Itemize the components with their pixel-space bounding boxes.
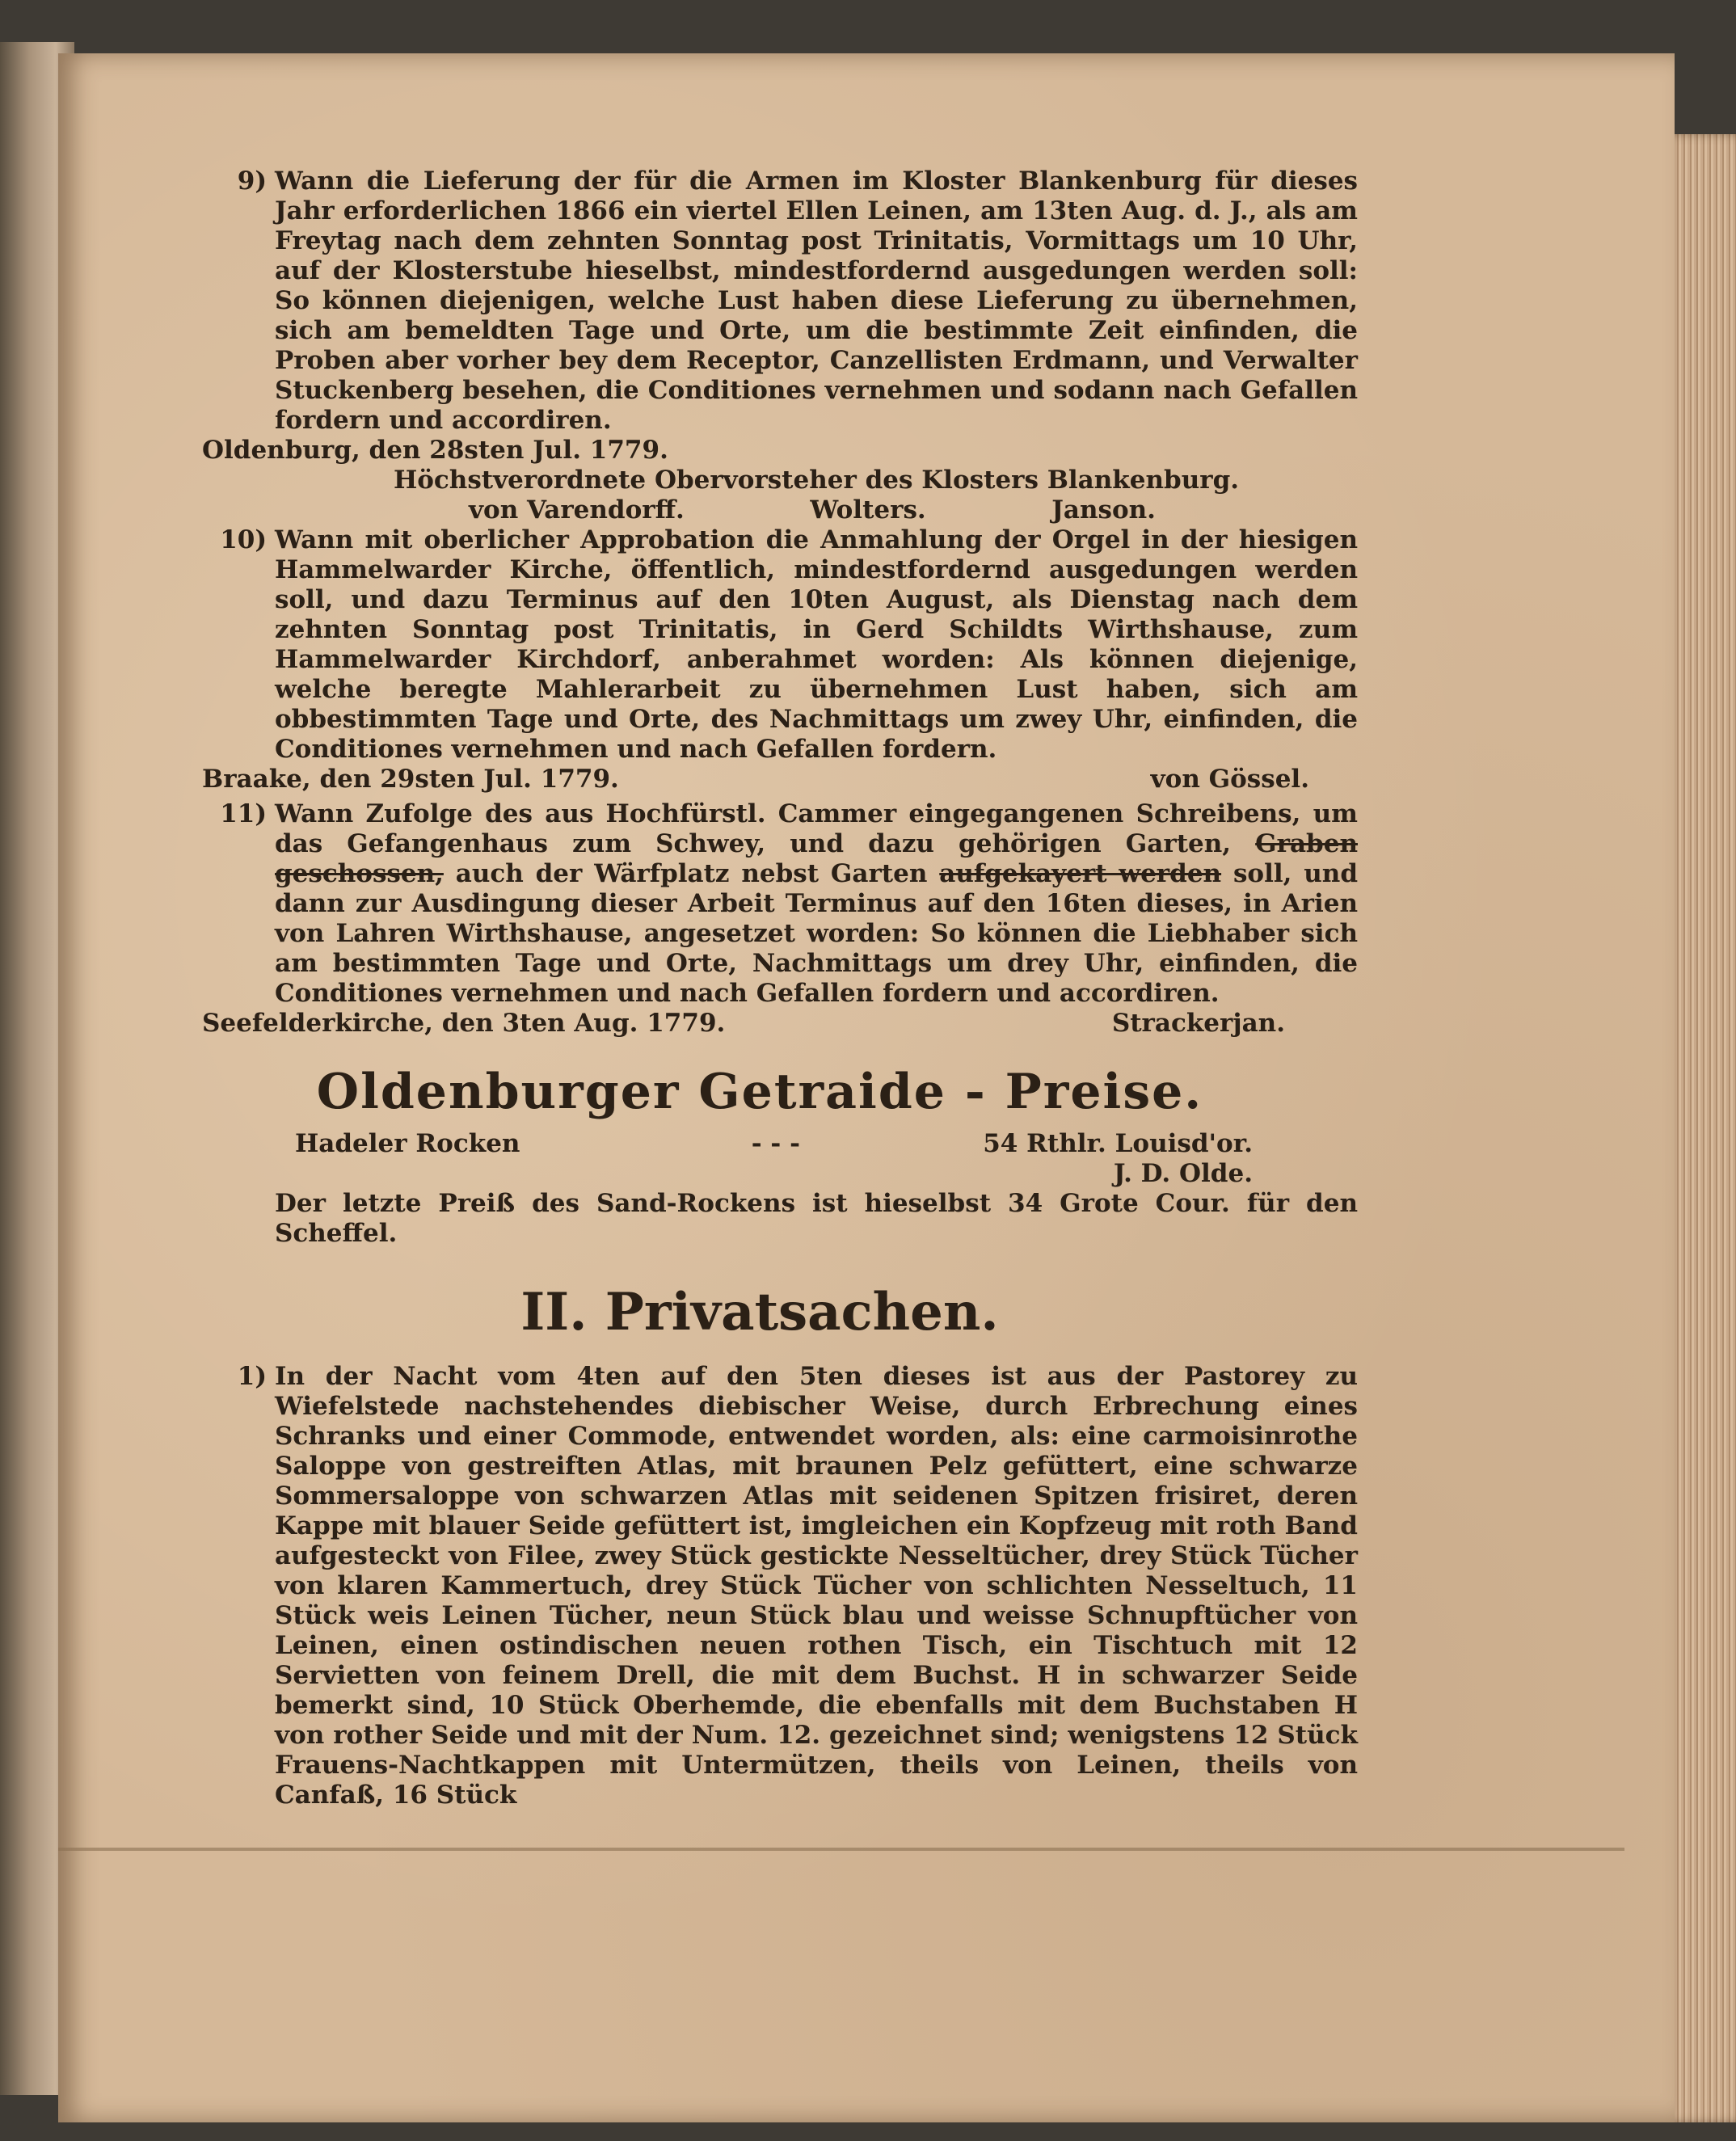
page-stack-edge — [1675, 134, 1736, 2122]
notice-place-date: Seefelderkirche, den 3ten Aug. 1779. — [202, 1009, 726, 1038]
torn-paper-edge — [58, 1848, 1624, 1851]
notice-footer — [162, 765, 1358, 794]
struck-text: Graben geschossen, — [275, 829, 1358, 888]
signer: Janson. — [1051, 495, 1156, 525]
notice-9 — [162, 166, 1358, 436]
price-item: Hadeler Rocken — [295, 1129, 520, 1158]
price-value: 54 Rthlr. Louisd'or. — [983, 1129, 1253, 1158]
notice-signers — [162, 495, 1358, 525]
notice-body-part: auch der Wärfplatz nebst Garten — [455, 859, 928, 888]
price-dashes: - - - — [751, 1129, 800, 1158]
notice-10 — [162, 525, 1358, 765]
price-note: Der letzte Preiß des Sand-Rockens ist hieselbst 34 Grote Cour. für den Scheffel. — [275, 1189, 1358, 1248]
notice-number: 11) — [220, 799, 267, 828]
price-signer: J. D. Olde. — [1113, 1159, 1253, 1188]
section-heading-prices: Oldenburger Getraide - Preise. — [316, 1064, 1203, 1120]
struck-text: aufgekayert werden — [939, 859, 1222, 888]
notice-body — [275, 799, 1358, 1008]
notice-body: Wann die Lieferung der für die Armen im Kloster Blankenburg für dieses Jahr erforderlichen 1866 ein viertel Ellen Leinen, am 13ten Aug. d. J., als am Freytag nach dem zehnten Sonntag post Trinitatis, Vormittags um 10 Uhr, auf der Klosterstube hieselbst, mindestfordernd ausgedungen werden soll: So können diejenigen, welche Lust haben diese Lieferung zu übernehmen, sich am bemeldten Tage und Orte, um die bestimmte Zeit einfinden, die Proben aber vorher bey dem Receptor, Canzellisten Erdmann, und Verwalter Stuckenberg besehen, die Conditiones vernehmen und sodann nach Gefallen fordern und accordiren. — [275, 166, 1358, 435]
notice-11 — [162, 799, 1358, 1009]
signer: Strackerjan. — [1111, 1009, 1285, 1038]
signer: von Varendorff. — [469, 495, 685, 525]
notice-number: 9) — [237, 166, 267, 196]
section-heading-private: II. Privatsachen. — [520, 1282, 999, 1342]
notice-number: 10) — [220, 525, 267, 554]
notice-number: 1) — [237, 1362, 267, 1391]
private-notice-1 — [162, 1362, 1358, 1810]
notice-authority: Höchstverordnete Obervorsteher des Klosters Blankenburg. — [393, 466, 1240, 495]
notice-body-part: Wann Zufolge des aus Hochfürstl. Cammer eingegangenen Schreibens, um das Gefangenhaus zum Schwey, und dazu gehörigen Garten, — [275, 799, 1358, 858]
signer: Wolters. — [810, 495, 926, 525]
notice-place-date: Oldenburg, den 28sten Jul. 1779. — [202, 436, 668, 465]
notice-footer — [162, 1009, 1358, 1039]
price-line — [162, 1129, 1358, 1159]
page-text — [162, 166, 1358, 1810]
signer: von Gössel. — [1150, 765, 1309, 794]
notice-body: Wann mit oberlicher Approbation die Anmahlung der Orgel in der hiesigen Hammelwarder Kirche, öffentlich, mindestfordernd ausgedungen werden soll, und dazu Terminus auf den 10ten August, als Dienstag nach dem zehnten Sonntag post Trinitatis, in Gerd Schildts Wirthshause, zum Hammelwarder Kirchdorf, anberahmet worden: Als können diejenige, welche beregte Mahlerarbeit zu übernehmen Lust haben, sich am obbestimmten Tage und Orte, des Nachmittags um zwey Uhr, einfinden, die Conditiones vernehmen und nach Gefallen fordern. — [275, 525, 1358, 764]
notice-body-part: soll, und dann zur Ausdingung dieser Arbeit Terminus auf den 16ten dieses, in Arien von Lahren Wirthshause, angesetzet worden: So können die Liebhaber sich am bestimmten Tage und Orte, Nachmittags um drey Uhr, einfinden, die Conditiones vernehmen und nach Gefallen fordern und accordiren. — [275, 859, 1359, 1008]
notice-place-date: Braake, den 29sten Jul. 1779. — [202, 765, 619, 794]
notice-body: In der Nacht vom 4ten auf den 5ten dieses ist aus der Pastorey zu Wiefelstede nachstehendes diebischer Weise, durch Erbrechung eines Schranks und einer Commode, entwendet worden, als: eine carmoisinrothe Saloppe von gestreiften Atlas, mit braunen Pelz gefüttert, eine schwarze Sommersaloppe von schwarzen Atlas mit seidenen Spitzen frisiret, deren Kappe mit blauer Seide gefüttert ist, imgleichen ein Kopfzeug mit roth Band aufgesteckt von Filee, zwey Stück gestickte Nesseltücher, drey Stück Tücher von klaren Kammertuch, drey Stück Tücher von schlichten Nesseltuch, 11 Stück weis Leinen Tücher, neun Stück blau und weisse Schnupftücher von Leinen, einen ostindischen neuen rothen Tisch, ein Tischtuch mit 12 Servietten von feinem Drell, die mit dem Buchst. H in schwarzer Seide bemerkt sind, 10 Stück Oberhemde, die ebenfalls mit dem Buchstaben H von rother Seide und mit der Num. 12. gezeichnet sind; wenigstens 12 Stück Frauens-Nachtkappen mit Untermützen, theils von Leinen, theils von Canfaß, 16 Stück — [275, 1362, 1358, 1810]
